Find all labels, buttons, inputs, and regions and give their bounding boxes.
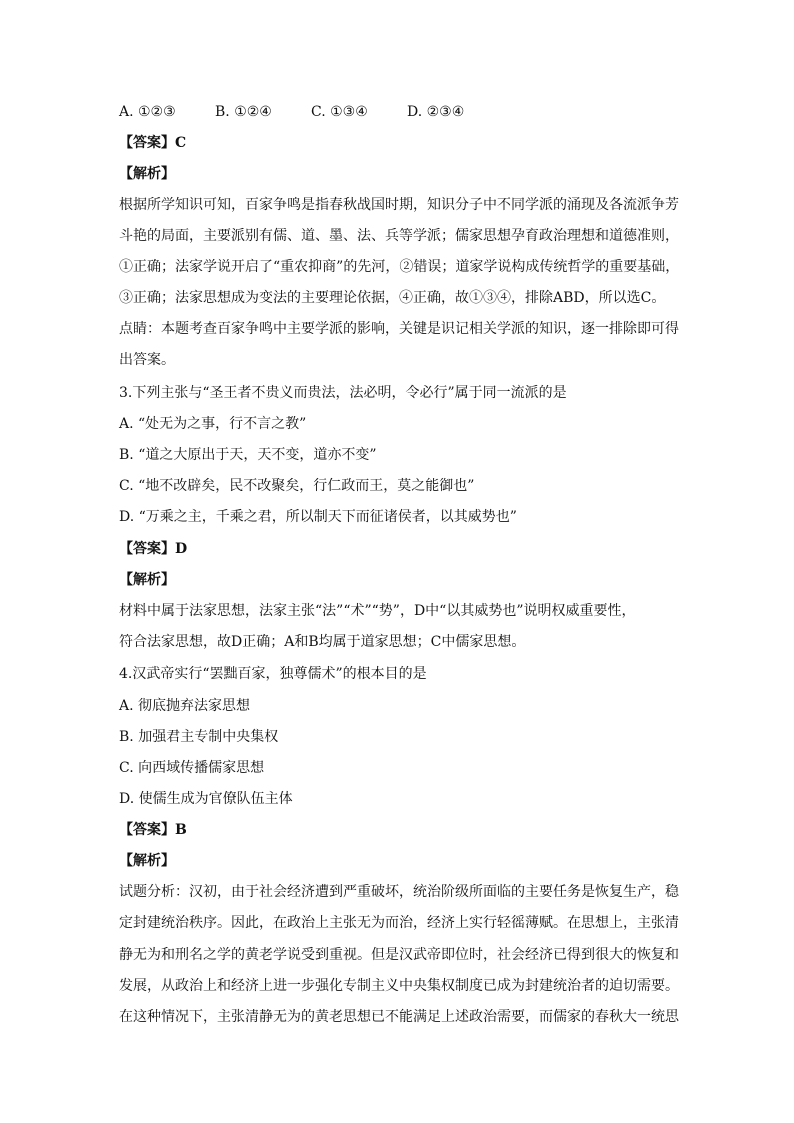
- q2-analysis-line: 点睛：本题考查百家争鸣中主要学派的影响，关键是识记相关学派的知识，逐一排除即可得: [119, 321, 679, 337]
- q3-option: B. “道之大原出于天，天不变，道亦不变”: [119, 447, 377, 463]
- q3-analysis-title: 【解析】: [119, 572, 175, 588]
- q3-option: A. “处无为之事，行不言之教”: [119, 416, 307, 432]
- q2-analysis-line: 出答案。: [119, 352, 175, 368]
- q2-option-d: D. ②③④: [407, 104, 465, 120]
- q2-option-b: B. ①②④: [215, 104, 272, 120]
- q4-analysis-title: 【解析】: [119, 853, 175, 869]
- q3-option: C. “地不改辟矣，民不改聚矣，行仁政而王，莫之能御也”: [119, 478, 475, 494]
- q4-analysis-line: 在这种情况下，主张清静无为的黄老思想已不能满足上述政治需要，而儒家的春秋大一统思: [119, 1009, 679, 1025]
- q4-option: B. 加强君主专制中央集权: [119, 729, 279, 745]
- q3-analysis-line: 符合法家思想，故D正确；A和B均属于道家思想；C中儒家思想。: [119, 634, 526, 650]
- q3-answer: 【答案】D: [119, 541, 188, 557]
- q2-analysis-line: 根据所学知识可知，百家争鸣是指春秋战国时期，知识分子中不同学派的涌现及各流派争芳: [119, 197, 679, 213]
- q4-stem: 4.汉武帝实行“罢黜百家，独尊儒术”的根本目的是: [119, 666, 427, 682]
- q2-analysis-line: 斗艳的局面，主要派别有儒、道、墨、法、兵等学派；儒家思想孕育政治理想和道德准则，: [119, 228, 679, 244]
- q4-analysis-line: 静无为和刑名之学的黄老学说受到重视。但是汉武帝即位时，社会经济已得到很大的恢复和: [119, 947, 679, 963]
- q4-analysis-line: 发展，从政治上和经济上进一步强化专制主义中央集权制度已成为封建统治者的迫切需要。: [119, 978, 679, 994]
- q3-option: D. “万乘之主，千乘之君，所以制天下而征诸侯者，以其威势也”: [119, 509, 517, 525]
- q2-analysis-title: 【解析】: [119, 166, 175, 182]
- q2-options-row: [119, 102, 684, 122]
- q4-option: C. 向西域传播儒家思想: [119, 760, 265, 776]
- q2-option-a: A. ①②③: [119, 104, 176, 120]
- q4-option: A. 彻底抛弃法家思想: [119, 698, 251, 714]
- q2-analysis-line: ③正确；法家思想成为变法的主要理论依据，④正确，故①③④，排除ABD，所以选C。: [119, 290, 666, 306]
- q3-analysis-line: 材料中属于法家思想，法家主张“法”“术”“势”，D中“以其威势也”说明权威重要性，: [119, 603, 636, 619]
- q4-option: D. 使儒生成为官僚队伍主体: [119, 791, 293, 807]
- q2-option-c: C. ①③④: [311, 104, 368, 120]
- q3-stem: 3.下列主张与“圣王者不贵义而贵法，法必明，令必行”属于同一流派的是: [119, 385, 567, 401]
- q2-answer: 【答案】C: [119, 135, 187, 151]
- q4-answer: 【答案】B: [119, 822, 187, 838]
- q4-analysis-line: 试题分析：汉初，由于社会经济遭到严重破坏，统治阶级所面临的主要任务是恢复生产，稳: [119, 884, 679, 900]
- q2-analysis-line: ①正确；法家学说开启了“重农抑商”的先河，②错误；道家学说构成传统哲学的重要基础，: [119, 259, 680, 275]
- q4-analysis-line: 定封建统治秩序。因此，在政治上主张无为而治，经济上实行轻徭薄赋。在思想上，主张清: [119, 915, 679, 931]
